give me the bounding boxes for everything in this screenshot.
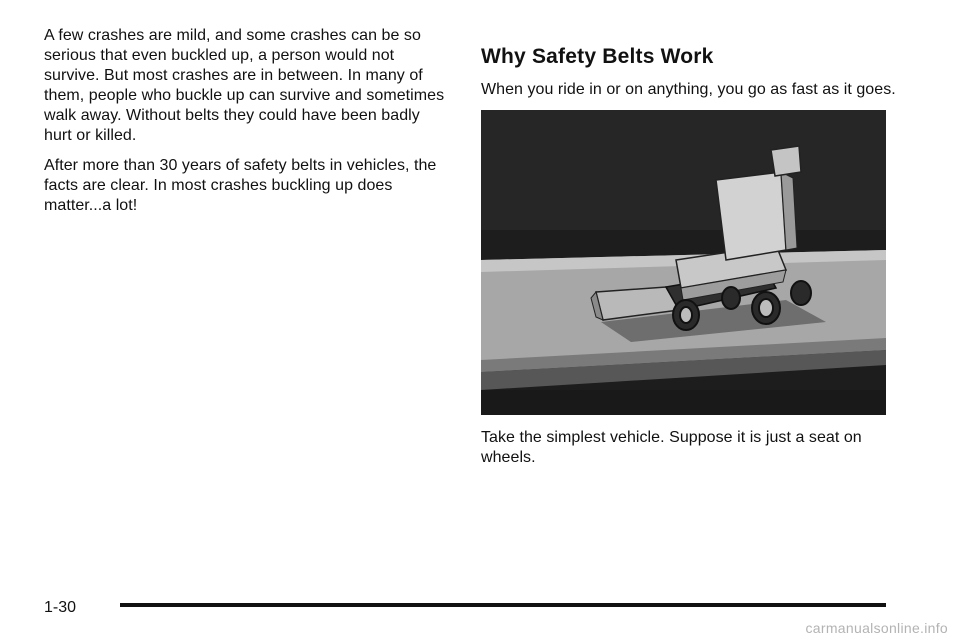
right-column — [481, 44, 886, 70]
body-paragraph: A few crashes are mild, and some crashes can be so serious that even buckled up, a person would not survive. But most crashes are in between. In many of them, people who buckle up can survive and sometimes walk away. Without belts they could have been badly hurt or killed. — [44, 27, 445, 144]
section-heading: Why Safety Belts Work — [481, 45, 714, 68]
footer-rule — [120, 603, 886, 607]
figure-caption: Take the simplest vehicle. Suppose it is just a seat on wheels. — [481, 429, 862, 466]
seat-on-wheels-illustration — [481, 110, 886, 415]
body-paragraph: After more than 30 years of safety belts in vehicles, the facts are clear. In most crashes buckling up does matter...a lot! — [44, 157, 437, 214]
watermark: carmanualsonline.info — [805, 620, 948, 636]
intro-paragraph: When you ride in or on anything, you go as fast as it goes. — [481, 81, 896, 98]
left-column — [44, 26, 449, 216]
page-number: 1-30 — [44, 599, 77, 616]
